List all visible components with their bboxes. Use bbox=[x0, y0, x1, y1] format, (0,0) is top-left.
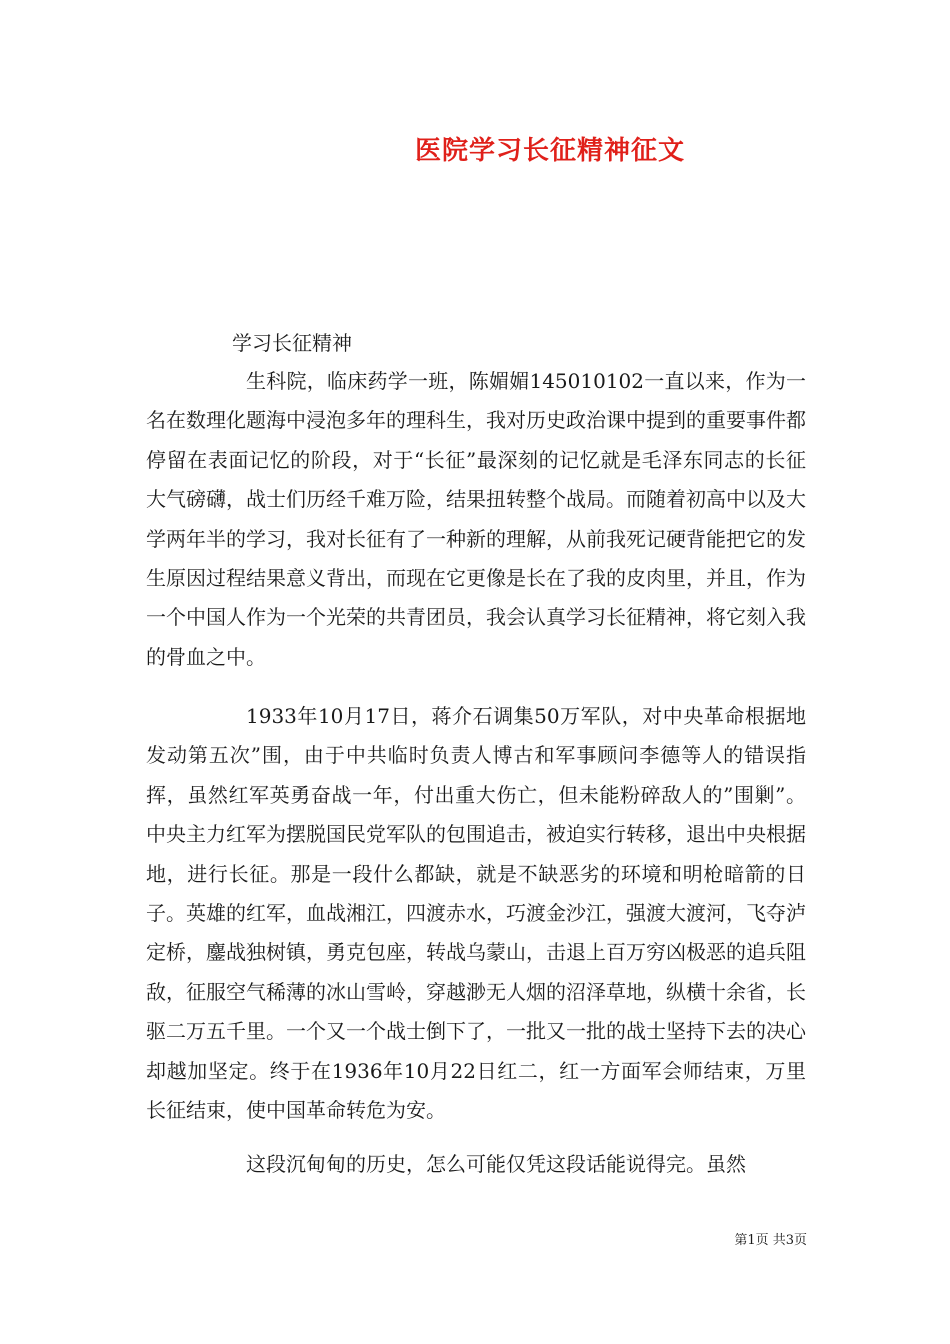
paragraph: 1933年10月17日，蒋介石调集50万军队，对中央革命根据地发动第五次”围，由于中共临时负责人博古和军事顾问李德等人的错误指挥，虽然红军英勇奋战一年，付出重大伤亡，但未能粉碎敌人的”围剿”。中央主力红军为摆脱国民党军队的包围追击，被迫实行转移，退出中央根据地，进行长征。那是一段什么都缺，就是不缺恶劣的环境和明枪暗箭的日子。英雄的红军，血战湘江，四渡赤水，巧渡金沙江，强渡大渡河，飞夺泸定桥，鏖战独树镇，勇克包座，转战乌蒙山，击退上百万穷凶极恶的追兵阻敌，征服空气稀薄的冰山雪岭，穿越渺无人烟的沼泽草地，纵横十余省，长驱二万五千里。一个又一个战士倒下了，一批又一批的战士坚持下去的决心却越加坚定。终于在1936年10月22日红二，红一方面军会师结束，万里长征结束，使中国革命转危为安。 bbox=[146, 704, 806, 1123]
subtitle: 学习长征精神 bbox=[232, 331, 352, 355]
document-title: 医院学习长征精神征文 bbox=[414, 136, 685, 166]
paragraph: 生科院，临床药学一班，陈媚媚145010102一直以来，作为一名在数理化题海中浸泡多年的理科生，我对历史政治课中提到的重要事件都停留在表面记忆的阶段，对于“长征”最深刻的记忆就是毛泽东同志的长征大气磅礴，战士们历经千难万险，结果扭转整个战局。而随着初高中以及大学两年半的学习，我对长征有了一种新的理解，从前我死记硬背能把它的发生原因过程结果意义背出，而现在它更像是长在了我的皮肉里，并且，作为一个中国人作为一个光荣的共青团员，我会认真学习长征精神，将它刻入我的骨血之中。 bbox=[146, 369, 806, 669]
page-number: 第1页 共3页 bbox=[734, 1233, 807, 1248]
paragraph: 这段沉甸甸的历史，怎么可能仅凭这段话能说得完。虽然 bbox=[246, 1152, 746, 1176]
